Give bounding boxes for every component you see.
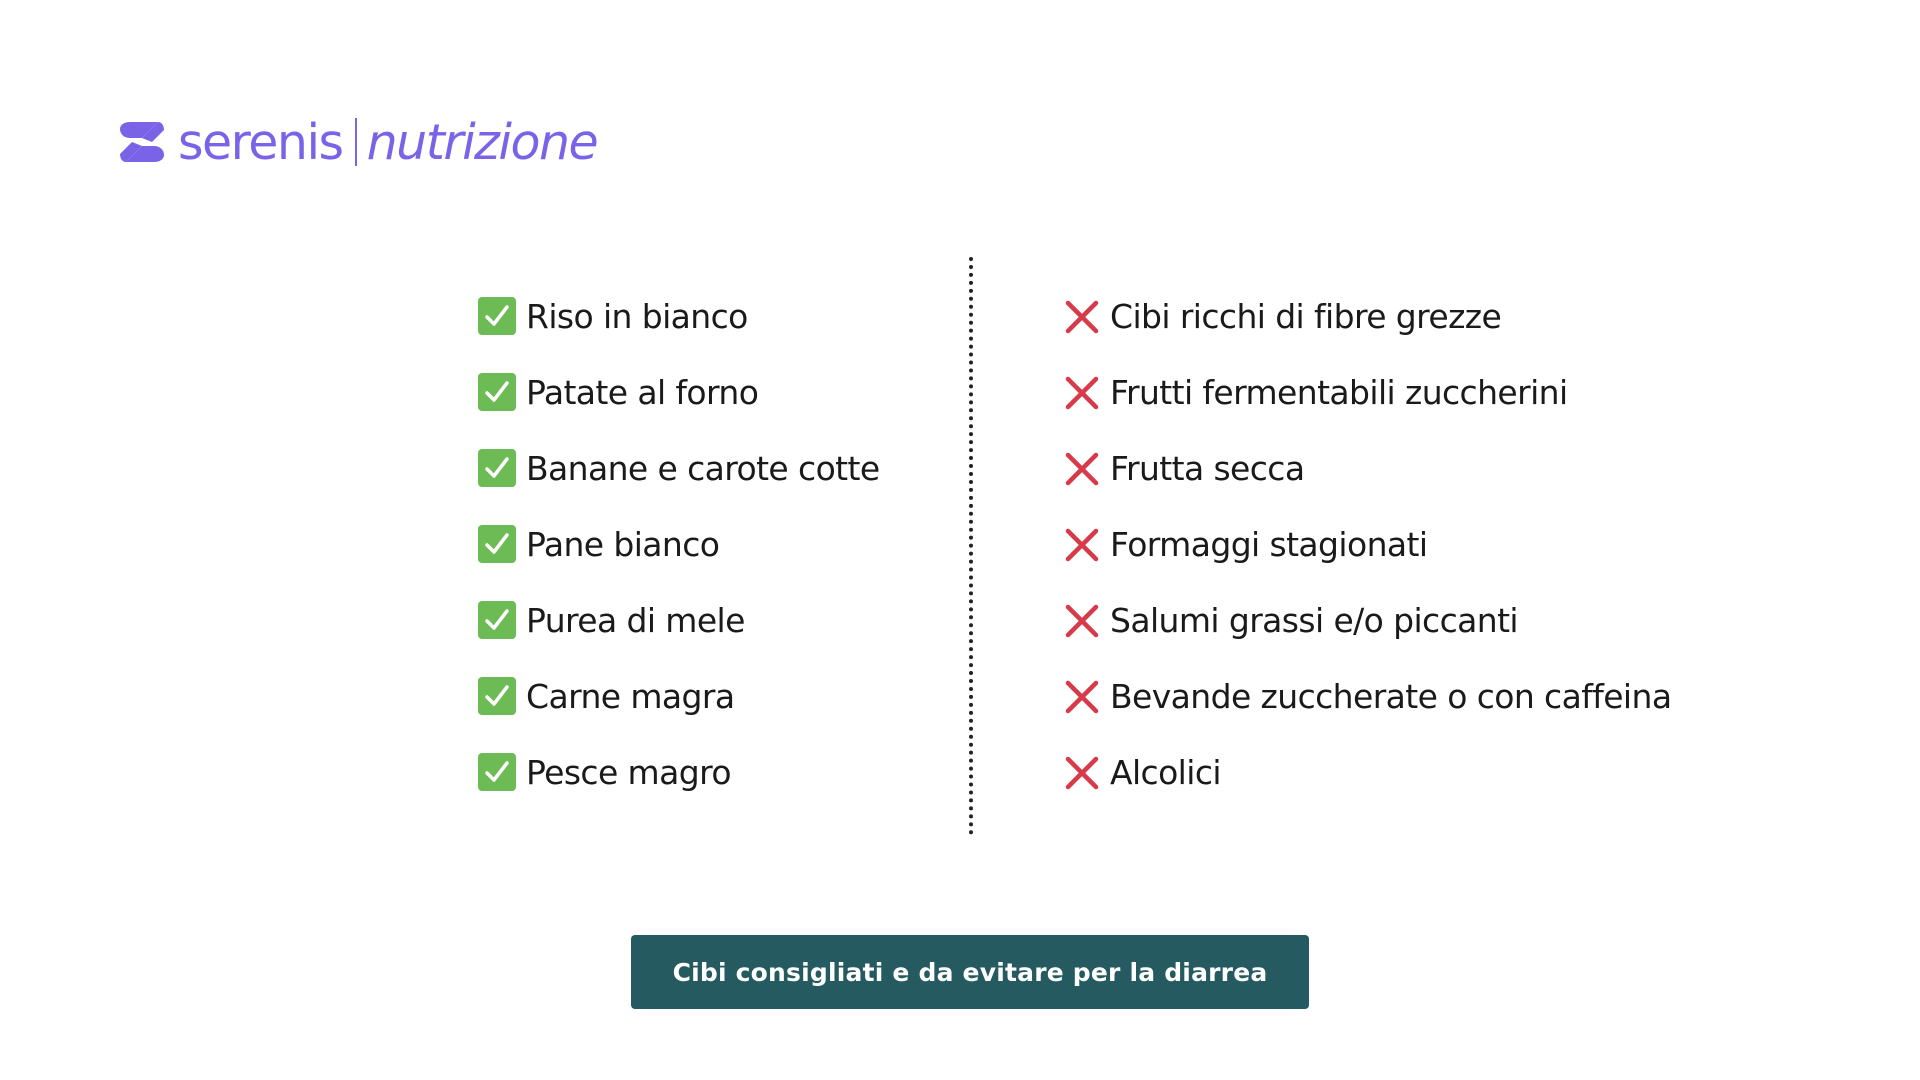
- cross-icon: [1062, 297, 1102, 337]
- avoid-item-label: Formaggi stagionati: [1110, 525, 1428, 564]
- cross-icon: [1062, 601, 1102, 641]
- avoid-foods-list: [1062, 291, 1671, 823]
- check-icon: [478, 449, 516, 487]
- brand-name: serenis: [178, 113, 343, 171]
- recommended-foods-list: [478, 291, 880, 823]
- avoid-item-label: Frutti fermentabili zuccherini: [1110, 373, 1568, 412]
- check-icon: [478, 753, 516, 791]
- avoid-item-label: Cibi ricchi di fibre grezze: [1110, 297, 1502, 336]
- avoid-item-label: Alcolici: [1110, 753, 1221, 792]
- check-icon: [478, 601, 516, 639]
- product-name: nutrizione: [366, 113, 598, 171]
- serenis-s-logo-icon: [118, 118, 166, 166]
- serenis-nutrizione-logo: [118, 112, 597, 172]
- recommended-item: [478, 671, 880, 747]
- recommended-item: [478, 747, 880, 823]
- recommended-item: [478, 443, 880, 519]
- avoid-item-label: Bevande zuccherate o con caffeina: [1110, 677, 1672, 716]
- check-icon: [478, 373, 516, 411]
- avoid-item: [1062, 443, 1671, 519]
- recommended-item: [478, 291, 880, 367]
- avoid-item-label: Frutta secca: [1110, 449, 1305, 488]
- recommended-item-label: Banane e carote cotte: [526, 449, 880, 488]
- recommended-item-label: Carne magra: [526, 677, 735, 716]
- caption-label: Cibi consigliati e da evitare per la diarrea: [672, 957, 1268, 987]
- avoid-item: [1062, 291, 1671, 367]
- recommended-item-label: Purea di mele: [526, 601, 745, 640]
- check-icon: [478, 525, 516, 563]
- avoid-item-label: Salumi grassi e/o piccanti: [1110, 601, 1518, 640]
- recommended-item-label: Riso in bianco: [526, 297, 748, 336]
- cross-icon: [1062, 753, 1102, 793]
- avoid-item: [1062, 595, 1671, 671]
- check-icon: [478, 297, 516, 335]
- cross-icon: [1062, 449, 1102, 489]
- logo-divider: [355, 118, 357, 166]
- avoid-item: [1062, 519, 1671, 595]
- column-divider: [969, 257, 973, 835]
- recommended-item-label: Patate al forno: [526, 373, 759, 412]
- recommended-item: [478, 519, 880, 595]
- cross-icon: [1062, 373, 1102, 413]
- avoid-item: [1062, 747, 1671, 823]
- recommended-item-label: Pesce magro: [526, 753, 731, 792]
- avoid-item: [1062, 367, 1671, 443]
- check-icon: [478, 677, 516, 715]
- cross-icon: [1062, 525, 1102, 565]
- recommended-item: [478, 367, 880, 443]
- caption-banner: [631, 935, 1309, 1009]
- recommended-item-label: Pane bianco: [526, 525, 720, 564]
- avoid-item: [1062, 671, 1671, 747]
- cross-icon: [1062, 677, 1102, 717]
- recommended-item: [478, 595, 880, 671]
